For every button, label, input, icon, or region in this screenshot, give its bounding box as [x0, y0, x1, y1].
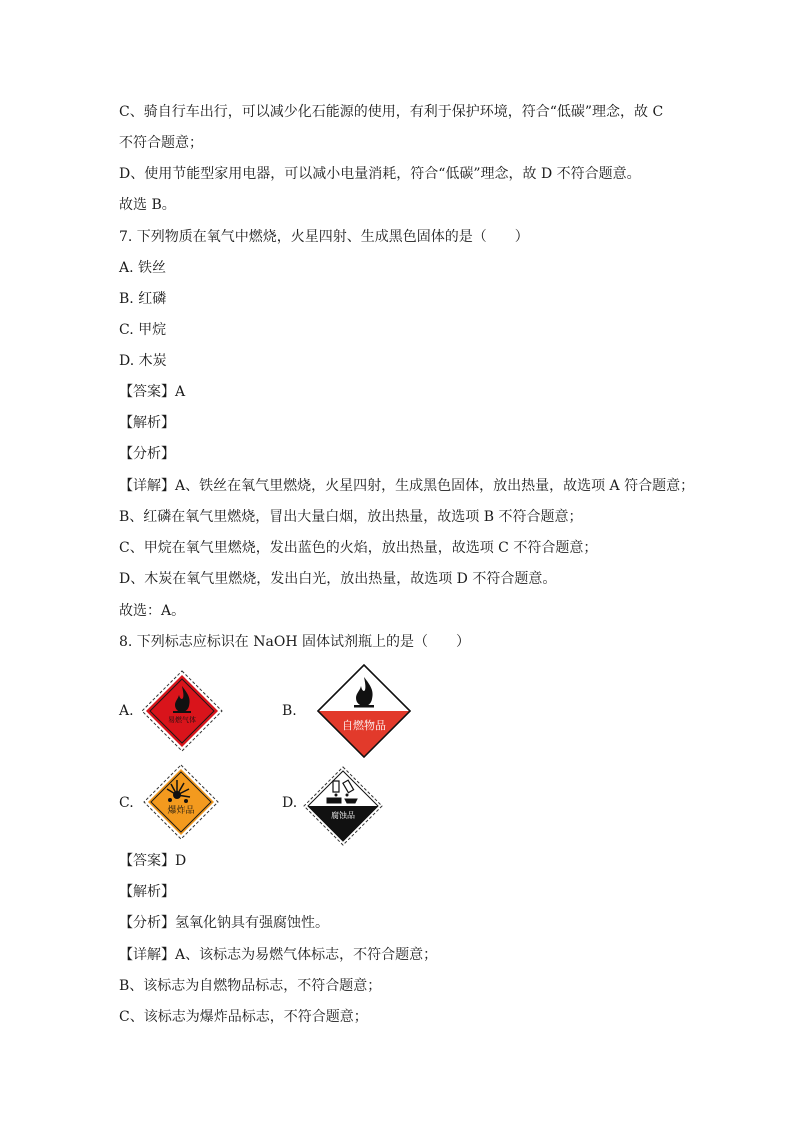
text-line: C、骑自行车出行，可以减少化石能源的使用，有利于保护环境，符合“低碳”理念，故 C	[119, 104, 664, 120]
conclusion-line: 故选：A。	[119, 603, 186, 619]
option-b: B. 红磷	[119, 291, 167, 307]
answer-line: 【答案】A	[119, 384, 186, 400]
text-line: D、使用节能型家用电器，可以减小电量消耗，符合“低碳”理念，故 D 不符合题意。	[119, 166, 641, 182]
flammable-gas-text: 易燃气体	[168, 716, 196, 724]
analysis-sub-heading: 【分析】	[119, 446, 175, 462]
detail-line: C、甲烷在氧气里燃烧，发出蓝色的火焰，放出热量，故选项 C 不符合题意；	[119, 540, 598, 556]
sign-option-c-label: C.	[119, 795, 134, 811]
question-8: 8. 下列标志应标识在 NaOH 固体试剂瓶上的是（ ）	[119, 634, 470, 650]
corrosive-sign	[303, 766, 383, 846]
flammable-gas-sign	[141, 670, 223, 752]
analysis-heading: 【解析】	[119, 884, 175, 900]
analysis-heading: 【解析】	[119, 415, 175, 431]
question-7: 7. 下列物质在氧气中燃烧，火星四射、生成黑色固体的是（ ）	[119, 229, 529, 245]
corrosive-text: 腐蚀品	[331, 811, 355, 820]
detail-line: B、红磷在氧气里燃烧，冒出大量白烟，放出热量，故选项 B 不符合题意；	[119, 509, 583, 525]
detail-line: D、木炭在氧气里燃烧，发出白光，放出热量，故选项 D 不符合题意。	[119, 571, 557, 587]
detail-line: 【详解】A、铁丝在氧气里燃烧，火星四射，生成黑色固体，放出热量，故选项 A 符合题意；	[119, 478, 695, 494]
explosive-sign	[143, 764, 219, 840]
option-c: C. 甲烷	[119, 322, 167, 338]
detail-line: 【详解】A、该标志为易燃气体标志，不符合题意；	[119, 947, 438, 963]
analysis-line: 【分析】氢氧化钠具有强腐蚀性。	[119, 915, 329, 931]
option-d: D. 木炭	[119, 353, 167, 369]
explosive-text: 爆炸品	[167, 806, 195, 816]
spontaneous-combustion-text: 自燃物品	[342, 719, 386, 732]
sign-option-a-label: A.	[119, 703, 134, 719]
sign-option-b-label: B.	[282, 703, 297, 719]
text-line: 不符合题意；	[119, 135, 203, 151]
sign-option-d-label: D.	[282, 795, 298, 811]
detail-line: B、该标志为自燃物品标志，不符合题意；	[119, 978, 382, 994]
answer-line: 【答案】D	[119, 853, 187, 869]
text-line: 故选 B。	[119, 197, 176, 213]
option-a: A. 铁丝	[119, 260, 167, 276]
detail-line: C、该标志为爆炸品标志，不符合题意；	[119, 1009, 368, 1025]
spontaneous-combustion-sign	[316, 663, 412, 759]
